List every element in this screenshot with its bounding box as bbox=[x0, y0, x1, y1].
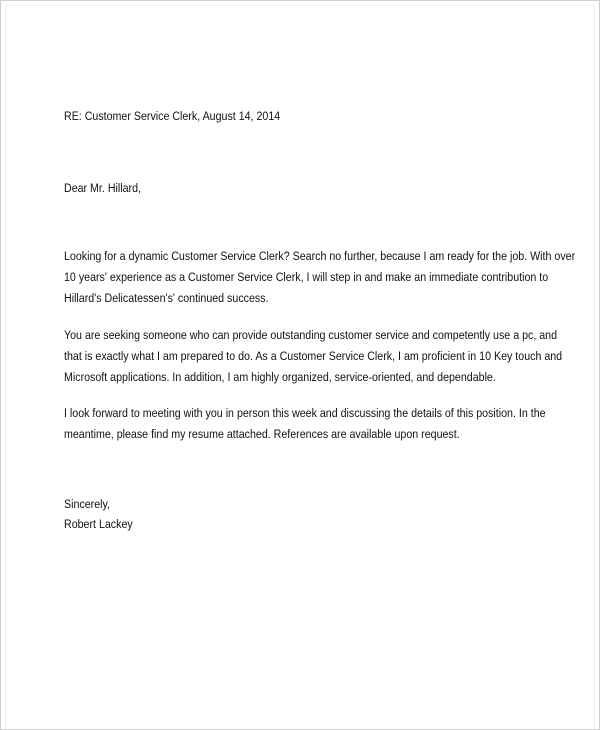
paragraph-line: Microsoft applications. In addition, I am highly organized, service-oriented, and dependable. bbox=[64, 370, 496, 384]
paragraph-line: that is exactly what I am prepared to do. As a Customer Service Clerk, I am proficient in 10 Key touch and bbox=[64, 349, 563, 363]
paragraph-line: I look forward to meeting with you in person this week and discussing the details of this position. In the bbox=[64, 406, 546, 420]
subject-line: RE: Customer Service Clerk, August 14, 2014 bbox=[64, 109, 281, 123]
signature-name: Robert Lackey bbox=[64, 517, 133, 531]
salutation: Dear Mr. Hillard, bbox=[64, 181, 141, 195]
paragraph-line: 10 years' experience as a Customer Service Clerk, I will step in and make an immediate contribution to bbox=[64, 270, 549, 284]
paragraph-line: Hillard's Delicatessen's' continued success. bbox=[64, 291, 269, 305]
paragraph-line: Looking for a dynamic Customer Service Clerk? Search no further, because I am ready for the job. With over bbox=[64, 249, 576, 263]
paragraph-line: You are seeking someone who can provide outstanding customer service and competently use a pc, and bbox=[64, 328, 558, 342]
paragraph-line: meantime, please find my resume attached. References are available upon request. bbox=[64, 427, 460, 441]
closing: Sincerely, bbox=[64, 497, 110, 511]
